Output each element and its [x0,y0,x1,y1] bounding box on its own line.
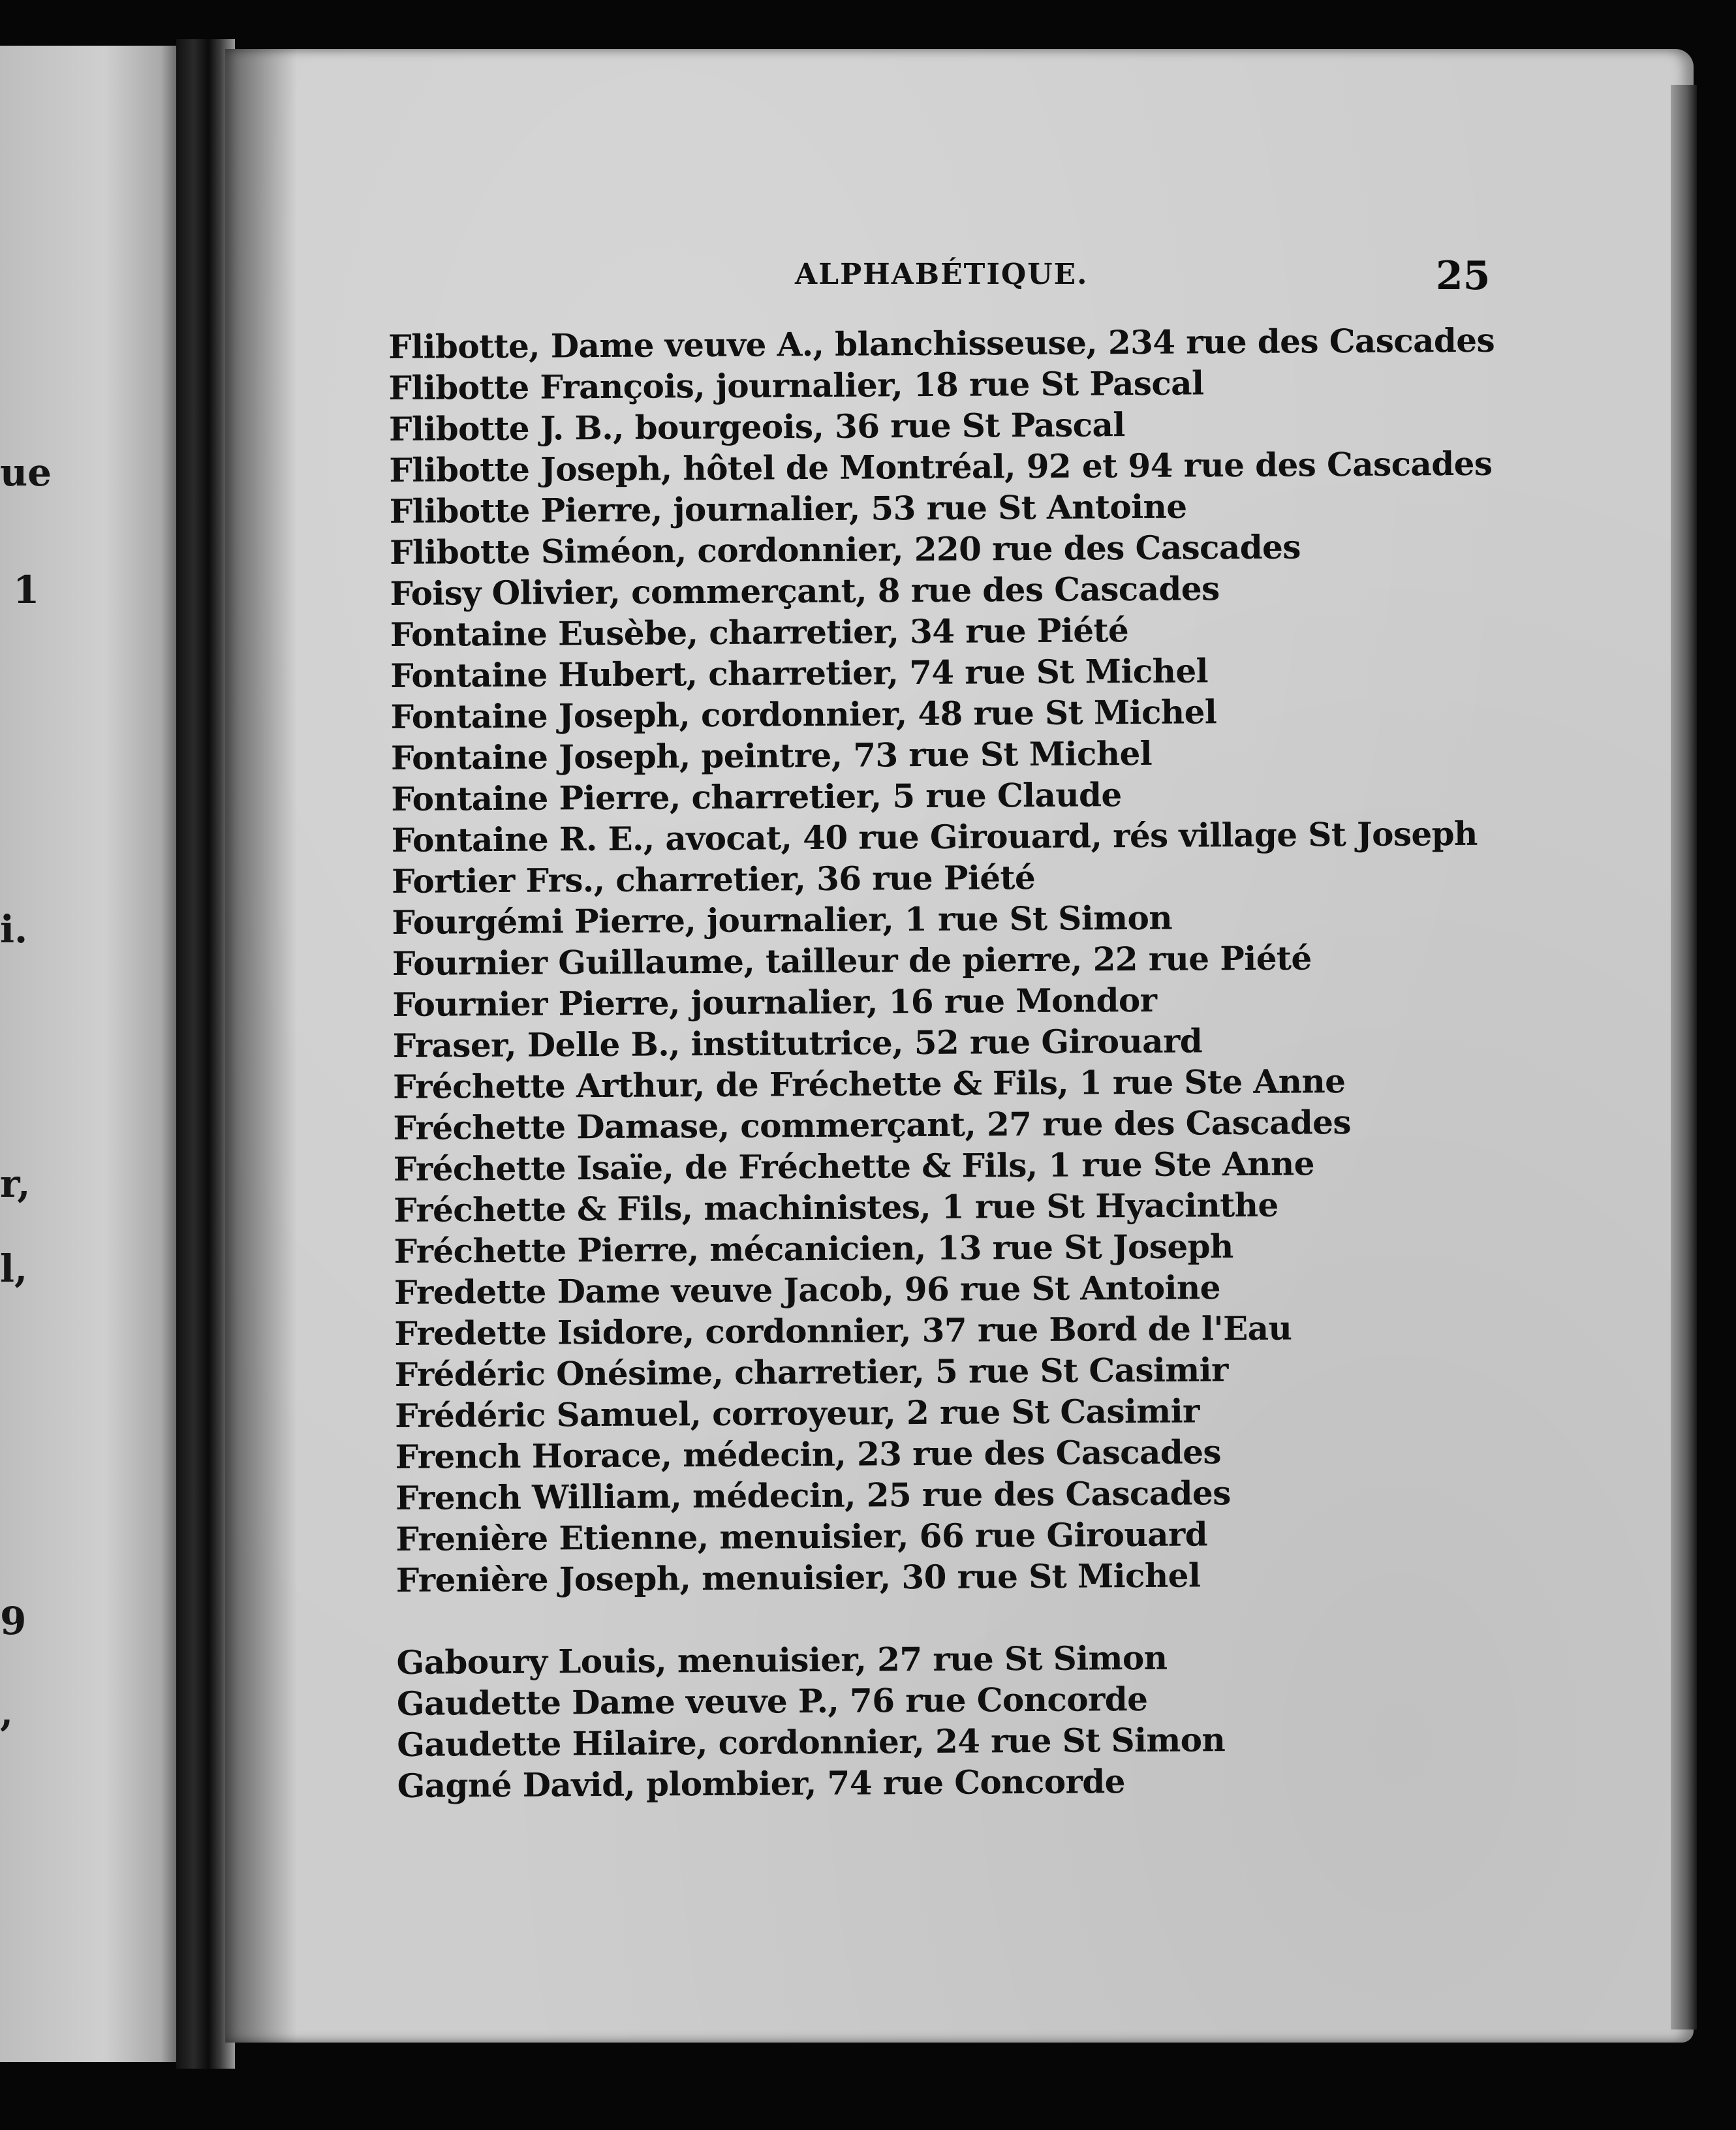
directory-entry: Frédéric Samuel, corroyeur, 2 rue St Casimir [395,1391,1200,1435]
directory-entry: Fortier Frs., charretier, 36 rue Piété [392,857,1036,901]
left-page-text-fragment: , [0,1690,14,1735]
directory-entry: Gaudette Dame veuve P., 76 rue Concorde [396,1679,1148,1723]
directory-entry: Fournier Pierre, journalier, 16 rue Mondor [392,980,1157,1024]
directory-entry: Fontaine Joseph, peintre, 73 rue St Michel [390,733,1153,777]
left-page-text-fragment: ue [0,450,52,495]
directory-entry: Flibotte J. B., bourgeois, 36 rue St Pascal [388,405,1125,448]
left-page-text-fragment: 9 [0,1599,27,1643]
left-page-fragment [0,46,189,2062]
directory-entry: Fredette Dame veuve Jacob, 96 rue St Antoine [394,1268,1221,1312]
directory-entry: Flibotte Joseph, hôtel de Montréal, 92 et 94 rue des Cascades [389,444,1493,489]
directory-entry: French William, médecin, 25 rue des Cascades [395,1474,1231,1517]
directory-entry: Fontaine R. E., avocat, 40 rue Girouard, rés village St Joseph [391,814,1478,859]
running-head: ALPHABÉTIQUE. [795,258,1089,291]
directory-entry: Gaboury Louis, menuisier, 27 rue St Simon [396,1638,1168,1682]
directory-entries [388,319,1533,1806]
directory-entry: Fontaine Joseph, cordonnier, 48 rue St Michel [390,692,1217,736]
section-gap [396,1594,1532,1642]
directory-entry: Fréchette & Fils, machinistes, 1 rue St Hyacinthe [394,1185,1279,1229]
directory-entry: Fournier Guillaume, tailleur de pierre, 22 rue Piété [392,938,1312,983]
page-number: 25 [1436,253,1491,299]
left-page-text-fragment: l, [0,1246,28,1291]
directory-entry: Frenière Joseph, menuisier, 30 rue St Michel [395,1556,1201,1599]
directory-entry: Fontaine Hubert, charretier, 74 rue St Michel [390,651,1209,695]
directory-entry: Gaudette Hilaire, cordonnier, 24 rue St Simon [397,1720,1226,1764]
directory-entry: Flibotte Pierre, journalier, 53 rue St Antoine [389,487,1187,531]
directory-entry: Fredette Isidore, cordonnier, 37 rue Bord de l'Eau [394,1308,1292,1353]
directory-entry: Fréchette Arthur, de Fréchette & Fils, 1 rue Ste Anne [392,1062,1346,1106]
directory-entry: Fraser, Delle B., institutrice, 52 rue Girouard [392,1021,1203,1065]
left-page-text-fragment: i. [0,907,28,951]
directory-entry: Fréchette Isaïe, de Fréchette & Fils, 1 rue Ste Anne [393,1144,1315,1188]
left-page-text-fragment: 1 [13,568,40,612]
page-edge [1671,85,1697,2030]
directory-entry: Flibotte, Dame veuve A., blanchisseuse, 234 rue des Cascades [388,320,1495,366]
directory-entry: Fréchette Damase, commerçant, 27 rue des Cascades [393,1103,1352,1147]
directory-entry: Frenière Etienne, menuisier, 66 rue Girouard [395,1515,1208,1558]
directory-entry: Fourgémi Pierre, journalier, 1 rue St Simon [392,898,1173,942]
directory-entry: Fontaine Pierre, charretier, 5 rue Claude [391,775,1122,818]
directory-entry: Frédéric Onésime, charretier, 5 rue St Casimir [394,1350,1228,1394]
directory-entry: Fréchette Pierre, mécanicien, 13 rue St Joseph [394,1227,1233,1271]
directory-entry: Gagné David, plombier, 74 rue Concorde [397,1762,1126,1805]
left-page-text-fragment: r, [0,1162,31,1206]
directory-entry: Foisy Olivier, commerçant, 8 rue des Cascades [390,569,1220,613]
directory-entry: Flibotte François, journalier, 18 rue St Pascal [388,363,1204,407]
directory-entry: Fontaine Eusèbe, charretier, 34 rue Piété [390,611,1129,654]
directory-entry: Flibotte Siméon, cordonnier, 220 rue des Cascades [389,527,1301,572]
directory-entry: French Horace, médecin, 23 rue des Cascades [395,1432,1222,1476]
